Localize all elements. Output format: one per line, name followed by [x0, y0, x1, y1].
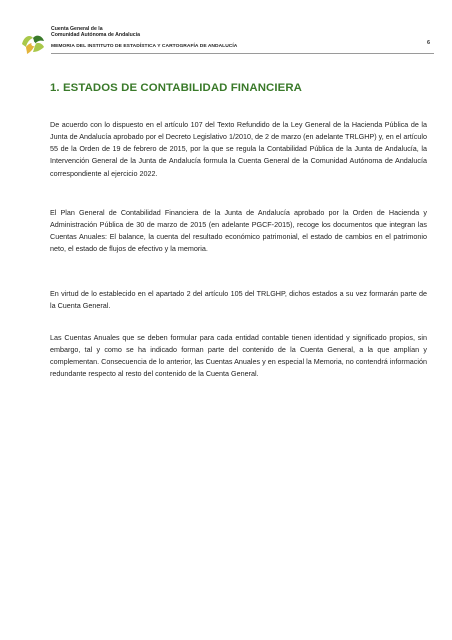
body-paragraph-4: Las Cuentas Anuales que se deben formular para cada entidad contable tienen identidad y significado propios, sin embargo, tal y como se ha indicado forman parte del contenido de la Cuenta General, a la que amplían y complementan. Consecuencia de lo anterior, las Cuentas Anuales y en especial la Memoria, no contendrá información redundante respecto al resto del contenido de la Cuenta General. — [50, 333, 427, 379]
section-heading: 1. ESTADOS DE CONTABILIDAD FINANCIERA — [50, 82, 302, 94]
org-name-line1: Cuenta General de la — [51, 26, 103, 32]
org-name-line2: Comunidad Autónoma de Andalucía — [51, 32, 140, 39]
body-paragraph-3: En virtud de lo establecido en el apartado 2 del artículo 105 del TRLGHP, dichos estados a su vez formarán parte de la Cuenta General. — [50, 289, 427, 311]
page-header — [20, 26, 434, 62]
header-divider — [51, 53, 434, 54]
junta-andalucia-logo-icon — [20, 30, 46, 56]
body-paragraph-2: El Plan General de Contabilidad Financiera de la Junta de Andalucía aprobado por la Orden de Hacienda y Administración Pública de 30 de marzo de 2015 (en adelante PGCF-2015), recoge los documentos que integran las Cuentas Anuales: El balance, la cuenta del resultado económico patrimonial, el estado de cambios en el patrimonio neto, el estado de flujos de efectivo y la memoria. — [50, 208, 427, 254]
header-titles — [51, 26, 140, 39]
document-subtitle: MEMORIA DEL INSTITUTO DE ESTADÍSTICA Y CARTOGRAFÍA DE ANDALUCÍA — [51, 44, 238, 49]
body-paragraph-1: De acuerdo con lo dispuesto en el artículo 107 del Texto Refundido de la Ley General de la Hacienda Pública de la Junta de Andalucía aprobado por el Decreto Legislativo 1/2010, de 2 de marzo (en adelante TRLGHP) y, en el artículo 55 de la Orden de 19 de febrero de 2015, por la que se regula la Contabilidad Pública de la Junta de Andalucía, la Intervención General de la Junta de Andalucía formula la Cuenta General de la Comunidad Autónoma de Andalucía correspondiente al ejercicio 2022. — [50, 120, 427, 178]
page-number: 6 — [426, 40, 430, 46]
